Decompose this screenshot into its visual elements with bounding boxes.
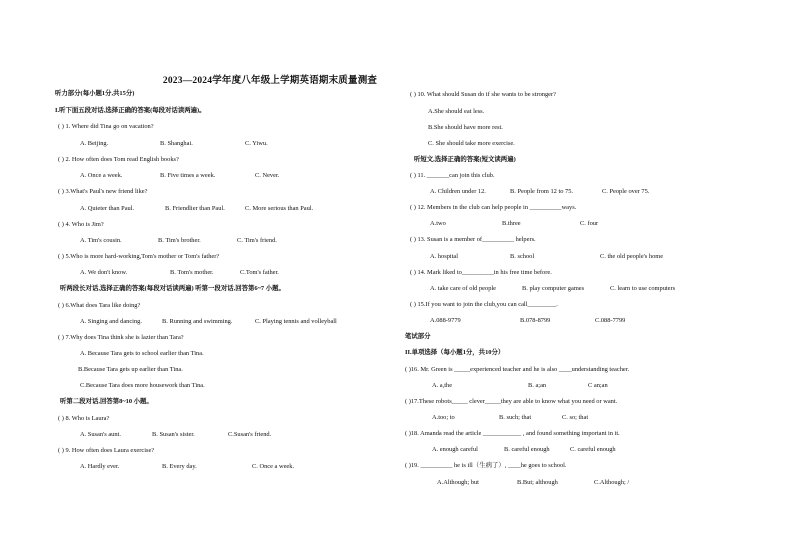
page-title: 2023—2024学年度八年级上学期英语期末质量测查 (162, 76, 378, 86)
option-c: C. People over 75. (602, 188, 650, 195)
option-a: A. hospital (430, 253, 459, 260)
option-b: B. Friendlier than Paul. (165, 205, 225, 212)
option-c: C. so; that (562, 414, 589, 421)
question-9: ( ) 9. How often does Laura exercise? (58, 447, 155, 454)
option-c: C. More serious than Paul. (245, 205, 314, 212)
option-c: C.Susan's friend. (228, 431, 272, 438)
option-c: C. Never. (255, 172, 280, 179)
question-2: ( ) 2. How often does Tom read English books? (58, 156, 179, 163)
question-8: ( ) 8. Who is Laura? (58, 415, 110, 422)
question-10: ( ) 10. What should Susan do if she wants to be stronger? (410, 91, 556, 98)
question-3: ( ) 3.What's Paul's new friend like? (58, 188, 148, 195)
option-c: C an;an (588, 382, 608, 389)
question-14: ( ) 14. Mark liked to__________in his free time before. (410, 269, 552, 276)
option-c: C. Yiwu. (245, 140, 268, 147)
question-16: ( )16. Mr. Green is _____experienced teacher and he is also ____understanding teacher. (405, 366, 630, 373)
section1-header: I.听下面五段对话,选择正确的答案(每段对话读两遍)。 (55, 107, 206, 114)
question-10-option-c: C. She should take more exercise. (428, 140, 515, 147)
option-a: A.088-9779 (430, 317, 461, 324)
writing-header: 笔试部分 (405, 333, 431, 340)
question-1: ( ) 1. Where did Tina go on vacation? (58, 123, 154, 130)
option-c: C. four (580, 220, 599, 227)
option-b: B. careful enough (504, 446, 550, 453)
option-a: A. Beijing. (80, 140, 109, 147)
question-10-option-b: B.She should have more rest. (428, 124, 503, 131)
option-a: A. enough careful (432, 446, 478, 453)
option-b: B. such; that (499, 414, 532, 421)
option-a: A. Once a week. (80, 172, 123, 179)
question-18: ( )18. Amanda read the article ____________ , and found something important in it. (405, 430, 620, 437)
option-b: B. a;an (528, 382, 547, 389)
section3-header: 听第二段对话,回答第8~10 小题。 (60, 398, 153, 405)
question-13: ( ) 13. Susan is a member of__________ helpers. (410, 236, 536, 243)
option-c: C. Playing tennis and volleyball (255, 318, 337, 325)
option-b: B. Every day. (162, 463, 197, 470)
option-a: A.Although; but (437, 479, 479, 486)
question-10-option-a: A.She should eat less. (428, 108, 485, 115)
question-7-option-c: C.Because Tara does more housework than Tina. (80, 382, 205, 389)
option-a: A. Susan's aunt. (80, 431, 121, 438)
question-12: ( ) 12. Members in the club can help people in __________ways. (410, 204, 577, 211)
option-b: B. school (510, 253, 535, 260)
question-15: ( ) 15.If you want to join the club,you can call_________. (410, 301, 558, 308)
option-b: B. People from 12 to 75. (510, 188, 574, 195)
option-c: C.Tom's father. (240, 269, 279, 276)
option-a: A. Singing and dancing. (80, 318, 142, 325)
option-c: C. learn to use computers (610, 285, 676, 292)
option-b: B. Tom's mother. (170, 269, 214, 276)
option-c: C. the old people's home (600, 253, 664, 260)
question-11: ( ) 11. _______can join this club. (410, 172, 495, 179)
option-a: A. Children under 12. (430, 188, 486, 195)
option-c: C. Once a week. (252, 463, 295, 470)
option-c: C.Although; / (594, 479, 630, 486)
question-7-option-b: B.Because Tara gets up earlier than Tina. (78, 366, 183, 373)
question-6: ( ) 6.What does Tara like doing? (58, 302, 141, 309)
section2-header: 听两段长对话,选择正确的答案(每段对话读两遍) 听第一段对话,回答第6~7 小题。 (60, 285, 285, 292)
option-b: B. Running and swimming. (162, 318, 233, 325)
option-b: B.078-8799 (520, 317, 551, 324)
question-17: ( )17.These robots_____ clever_____they are able to know what you need or want. (405, 398, 618, 405)
passage-header: 听短文,选择正确的答案(短文读两遍) (414, 156, 516, 163)
option-a: A. Tim's cousin. (80, 237, 122, 244)
option-a: A. a,the (432, 382, 453, 389)
listening-header: 听力部分(每小题1分,共15分) (55, 90, 135, 97)
option-b: B.three (502, 220, 521, 227)
option-b: B.But; although (517, 479, 558, 486)
section2-title: II.单项选择（每小题1分，共10分） (405, 349, 505, 356)
option-a: A. take care of old people (430, 285, 497, 292)
option-a: A. Hardly ever. (80, 463, 120, 470)
question-7: ( ) 7.Why does Tina think she is lazier than Tara? (58, 334, 184, 341)
option-b: B. Five times a week. (160, 172, 216, 179)
option-c: C.088-7799 (595, 317, 626, 324)
question-19: ( )19. __________ he is ill（生病了）, ____he goes to school. (405, 462, 567, 469)
option-b: B. Susan's sister. (152, 431, 195, 438)
option-a: A.too; to (432, 414, 455, 421)
option-b: B. Tim's brother. (158, 237, 201, 244)
option-a: A.two (430, 220, 446, 227)
question-5: ( ) 5.Who is more hard-working,Tom's mother or Tom's father? (58, 253, 220, 260)
option-a: A. Quieter than Paul. (80, 205, 135, 212)
option-a: A. We don't know. (80, 269, 128, 276)
option-c: C. Tim's friend. (237, 237, 277, 244)
question-4: ( ) 4. Who is Jim? (58, 221, 104, 228)
option-b: B. play computer games (522, 285, 585, 292)
question-7-option-a: A. Because Tara gets to school earlier than Tina. (80, 350, 204, 357)
option-b: B. Shanghai. (160, 140, 193, 147)
option-c: C. careful enough (570, 446, 616, 453)
